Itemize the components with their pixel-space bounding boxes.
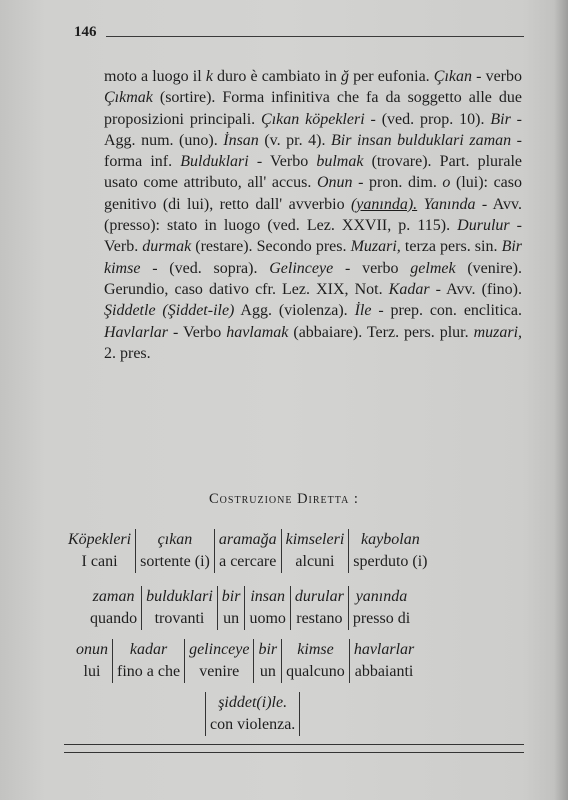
- turkish-word: durular: [290, 586, 348, 608]
- text-run: (lui): caso genitivo (di lui), retto dall' avverbio: [104, 174, 523, 213]
- turkish-line: [206, 692, 300, 714]
- construction-row-1: [64, 529, 431, 573]
- text-run-italic: durmak: [142, 238, 192, 256]
- text-run: duro è cambiato in: [212, 68, 342, 85]
- section-heading-text: Costruzione Diretta :: [209, 491, 359, 507]
- turkish-word: onun: [76, 641, 108, 658]
- turkish-word: kaybolan: [349, 529, 432, 551]
- text-run-italic: ğ: [341, 68, 350, 85]
- italian-word: uomo: [245, 608, 290, 630]
- turkish-word: çıkan: [136, 529, 215, 551]
- text-run: (v. pr. 4).: [258, 131, 331, 149]
- turkish-word: insan: [245, 586, 290, 608]
- italian-line: [86, 608, 414, 630]
- text-run-italic: bulmak: [316, 153, 364, 171]
- italian-word: a cercare: [214, 551, 281, 573]
- text-run: (abbaiare). Terz. pers. plur.: [288, 323, 474, 341]
- text-run: - Avv. (fino).: [429, 280, 523, 298]
- italian-word: sperduto (i): [349, 551, 432, 573]
- italian-word: con violenza.: [206, 714, 300, 736]
- text-run: - (ved. sopra).: [140, 259, 270, 277]
- turkish-line: [72, 639, 418, 661]
- italian-word: fino a che: [113, 661, 185, 683]
- turkish-word: kimse: [282, 639, 350, 661]
- turkish-word: havlarlar: [349, 639, 418, 661]
- italian-word: presso di: [348, 608, 414, 630]
- text-run-italic: İnsan: [223, 131, 259, 149]
- section-heading: [0, 491, 568, 508]
- text-run-italic: Gelinceye: [269, 259, 334, 277]
- turkish-word: yanında: [348, 586, 414, 608]
- turkish-word: gelinceye: [185, 639, 254, 661]
- text-run-italic: Havlarlar: [104, 323, 168, 341]
- text-run-italic: Yanında: [423, 195, 476, 213]
- text-run-italic: Çıkmak: [104, 89, 153, 107]
- turkish-word: aramağa: [214, 529, 281, 551]
- italian-word: alcuni: [281, 551, 349, 573]
- italian-word: qualcuno: [282, 661, 350, 683]
- construction-row-4: [205, 692, 300, 736]
- text-run-italic: Muzari,: [350, 238, 401, 256]
- text-run: - verbo: [472, 68, 523, 85]
- page-edge-shadow: [554, 0, 568, 800]
- text-run: terza pers. sin.: [400, 238, 502, 256]
- turkish-word: bulduklari: [142, 586, 218, 608]
- text-run: - Verbo: [248, 153, 317, 171]
- text-run-italic: Bulduklari: [180, 153, 249, 171]
- text-run-italic: Şiddetle (Şiddet-ile): [104, 302, 235, 320]
- construction-row-3: [72, 639, 418, 683]
- text-run-italic: Durulur: [457, 217, 510, 235]
- text-run: - forma inf.: [104, 131, 523, 171]
- turkish-word: Köpekleri: [68, 531, 132, 548]
- footer-rule: [64, 744, 524, 745]
- text-run-italic: Bir: [490, 110, 511, 128]
- italian-word: lui: [83, 663, 101, 680]
- text-run-italic: gelmek: [410, 259, 456, 277]
- text-run: 2. pres.: [104, 344, 151, 362]
- turkish-word: bir: [254, 639, 282, 661]
- text-run-italic: Çıkan köpekleri: [261, 110, 365, 128]
- italian-line: [206, 714, 300, 736]
- italian-word: abbaianti: [349, 661, 418, 683]
- text-run: per eufonia.: [349, 68, 434, 85]
- text-run: moto a luogo il: [104, 68, 206, 85]
- text-run: - Verb.: [104, 217, 523, 256]
- text-run-italic: Çıkan: [433, 68, 473, 85]
- commentary-text: [104, 66, 522, 364]
- italian-line: [72, 661, 418, 683]
- text-run: (sortire). Forma infinitiva che fa da soggetto alle due proposizioni principali.: [104, 89, 522, 128]
- text-run-italic: Kadar: [388, 280, 430, 298]
- italian-word: venire: [185, 661, 254, 683]
- text-run: - prep. con. enclitica.: [371, 302, 522, 320]
- turkish-word: zaman: [92, 588, 135, 605]
- text-run-italic: havlamak: [226, 323, 289, 341]
- text-run-italic: muzari,: [473, 323, 523, 341]
- header-rule: [106, 36, 524, 37]
- text-run: (venire). Gerundio, caso dativo cfr. Lez. XIX, Not.: [104, 259, 522, 298]
- text-run: (restare). Secondo pres.: [191, 238, 351, 256]
- text-run: - Avv. (presso): stato in luogo (ved. Lez. XXVII, p. 115).: [104, 195, 523, 235]
- text-run: - verbo: [333, 259, 411, 277]
- text-run-italic: Onun: [316, 174, 353, 192]
- commentary-paragraph: [104, 66, 522, 364]
- text-run-italic: (yanında).: [350, 195, 418, 213]
- text-run: Agg. (violenza).: [234, 302, 355, 320]
- text-run: (trovare). Part. plurale usato come attributo, all' accus.: [104, 153, 523, 192]
- turkish-word: bir: [217, 586, 245, 608]
- italian-word: restano: [290, 608, 348, 630]
- turkish-word: şiddet(i)le.: [206, 692, 300, 714]
- italian-word: sortente (i): [136, 551, 215, 573]
- turkish-word: kimseleri: [281, 529, 349, 551]
- text-run-italic: İle: [354, 302, 372, 320]
- turkish-word: kadar: [113, 639, 185, 661]
- construction-row-2: [86, 586, 414, 630]
- italian-word: trovanti: [142, 608, 218, 630]
- italian-word: I cani: [81, 553, 118, 570]
- text-run: - Verbo: [168, 323, 227, 341]
- text-run: - (ved. prop. 10).: [364, 110, 491, 128]
- page-header: [74, 24, 526, 46]
- turkish-line: [64, 529, 431, 551]
- italian-word: un: [254, 661, 282, 683]
- text-run-italic: k: [205, 68, 213, 85]
- italian-line: [64, 551, 431, 573]
- italian-word: quando: [90, 610, 138, 627]
- italian-word: un: [217, 608, 245, 630]
- text-run: - Agg. num. (uno).: [104, 110, 522, 149]
- footer-rule: [64, 752, 524, 753]
- text-run-italic: Bir kimse: [104, 238, 523, 277]
- text-run: - pron. dim.: [352, 174, 443, 192]
- text-run-italic: o: [442, 174, 451, 192]
- text-run-italic: Bir insan bulduklari zaman: [331, 131, 512, 149]
- turkish-line: [86, 586, 414, 608]
- page-number: 146: [74, 24, 97, 40]
